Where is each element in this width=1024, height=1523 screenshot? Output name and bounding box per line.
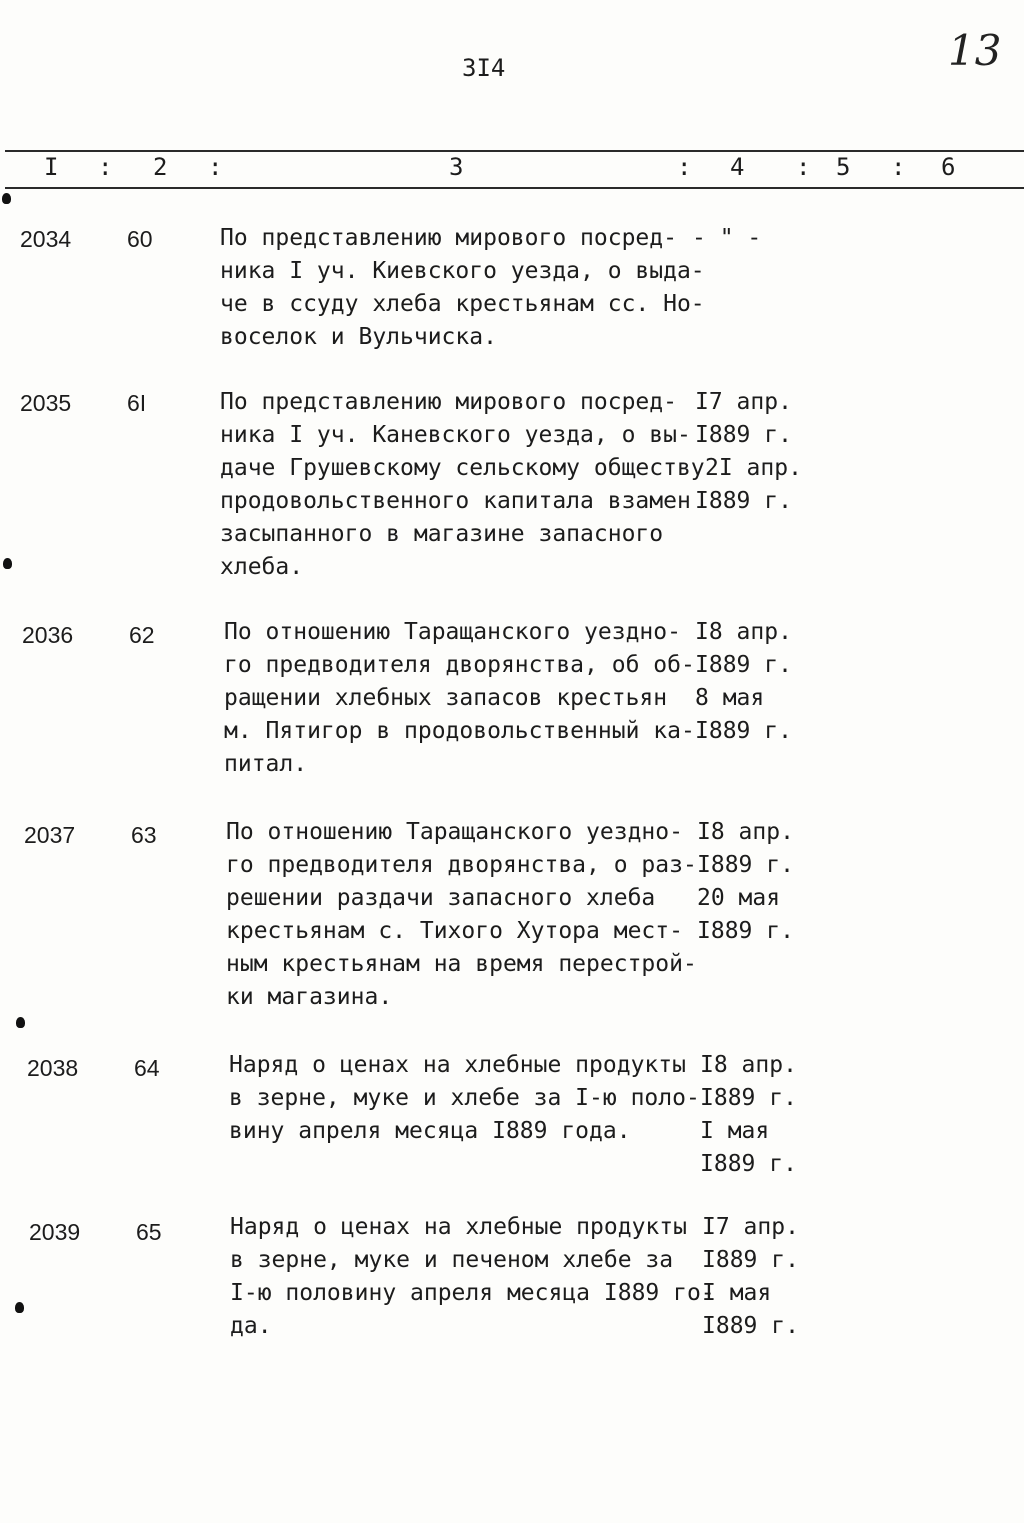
date-line: 2I апр. [705, 455, 802, 481]
header-top-rule [5, 150, 1024, 152]
description-line: ки магазина. [226, 984, 393, 1010]
col-separator: : [98, 153, 113, 181]
date-line: - " - [692, 225, 762, 251]
description-line: По отношению Таращанского уездно- [226, 819, 683, 845]
col-separator: : [891, 153, 906, 181]
date-line: I8 апр. [700, 1052, 797, 1078]
date-line: I7 апр. [695, 389, 792, 415]
item-number: 6I [127, 390, 147, 416]
description-line: го предводителя дворянства, о раз- [226, 852, 697, 878]
item-number: 65 [136, 1219, 162, 1245]
date-line: 8 мая [695, 685, 765, 711]
description-line: По отношению Таращанского уездно- [224, 619, 681, 645]
col-header-3: 3 [449, 153, 464, 181]
description-line: ращении хлебных запасов крестьян [224, 685, 668, 711]
description-line: воселок и Вульчиска. [220, 324, 497, 350]
col-header-2: 2 [153, 153, 168, 181]
page-number: 3I4 [462, 54, 506, 82]
col-header-5: 5 [836, 153, 851, 181]
description-line: Наряд о ценах на хлебные продукты [229, 1052, 686, 1078]
description-line: I-ю половину апреля месяца I889 го- [230, 1280, 715, 1306]
item-number: 63 [131, 822, 157, 848]
record-description [220, 222, 705, 354]
record-number: 2039 [29, 1219, 81, 1245]
date-line: I889 г. [695, 652, 792, 678]
description-line: ника I уч. Киевского уезда, о выда- [220, 258, 705, 284]
record-number: 2036 [22, 622, 74, 648]
description-line: ным крестьянам на время перестрой- [226, 951, 697, 977]
description-line: ника I уч. Каневского уезда, о вы- [220, 422, 691, 448]
date-line: I889 г. [700, 1151, 797, 1177]
record-description [230, 1211, 715, 1343]
date-line: I889 г. [697, 918, 794, 944]
item-number: 64 [134, 1055, 160, 1081]
date-line: I889 г. [702, 1313, 799, 1339]
record-number: 2037 [24, 822, 76, 848]
record-description [226, 816, 706, 1014]
date-line: I8 апр. [695, 619, 792, 645]
description-line: вину апреля месяца I889 года. [229, 1118, 631, 1144]
description-line: Наряд о ценах на хлебные продукты [230, 1214, 687, 1240]
date-line: I889 г. [695, 488, 792, 514]
date-line: I889 г. [695, 718, 792, 744]
record-dates [695, 386, 845, 518]
binding-hole-mark [3, 558, 12, 569]
date-line: 20 мая [697, 885, 781, 911]
record-number: 2034 [20, 226, 72, 252]
record-dates [702, 1211, 852, 1343]
record-dates [700, 1049, 850, 1181]
description-line: в зерне, муке и печеном хлебе за [230, 1247, 674, 1273]
header-bottom-rule [5, 187, 1024, 189]
description-line: че в ссуду хлеба крестьянам сс. Но- [220, 291, 705, 317]
binding-hole-mark [15, 1302, 24, 1313]
date-line: I889 г. [697, 852, 794, 878]
record-description [229, 1049, 709, 1148]
date-line: I889 г. [695, 422, 792, 448]
item-number: 62 [129, 622, 155, 648]
description-line: го предводителя дворянства, об об- [224, 652, 695, 678]
col-header-4: 4 [730, 153, 745, 181]
col-header-1: I [44, 153, 59, 181]
description-line: По представлению мирового посред- [220, 389, 677, 415]
col-separator: : [796, 153, 811, 181]
record-number: 2038 [27, 1055, 79, 1081]
col-separator: : [677, 153, 692, 181]
description-line: даче Грушевскому сельскому обществу [220, 455, 705, 481]
record-dates [692, 222, 842, 255]
description-line: засыпанного в магазине запасного [220, 521, 664, 547]
date-line: I мая [700, 1118, 770, 1144]
description-line: продовольственного капитала взамен [220, 488, 691, 514]
date-line: I мая [702, 1280, 772, 1306]
binding-hole-mark [2, 193, 11, 204]
record-description [220, 386, 705, 584]
record-dates [697, 816, 847, 948]
description-line: да. [230, 1313, 272, 1339]
record-description [224, 616, 704, 781]
date-line: I889 г. [702, 1247, 799, 1273]
date-line: I889 г. [700, 1085, 797, 1111]
record-number: 2035 [20, 390, 72, 416]
col-separator: : [208, 153, 223, 181]
description-line: питал. [224, 751, 308, 777]
date-line: I7 апр. [702, 1214, 799, 1240]
description-line: хлеба. [220, 554, 304, 580]
description-line: в зерне, муке и хлебе за I-ю поло- [229, 1085, 700, 1111]
col-header-6: 6 [941, 153, 956, 181]
item-number: 60 [127, 226, 153, 252]
description-line: м. Пятигор в продовольственный ка- [224, 718, 695, 744]
binding-hole-mark [16, 1017, 25, 1028]
date-line: I8 апр. [697, 819, 794, 845]
description-line: решении раздачи запасного хлеба [226, 885, 656, 911]
description-line: По представлению мирового посред- [220, 225, 677, 251]
sheet-number-handwritten: 13 [948, 26, 1002, 75]
description-line: крестьянам с. Тихого Хутора мест- [226, 918, 683, 944]
record-dates [695, 616, 845, 748]
